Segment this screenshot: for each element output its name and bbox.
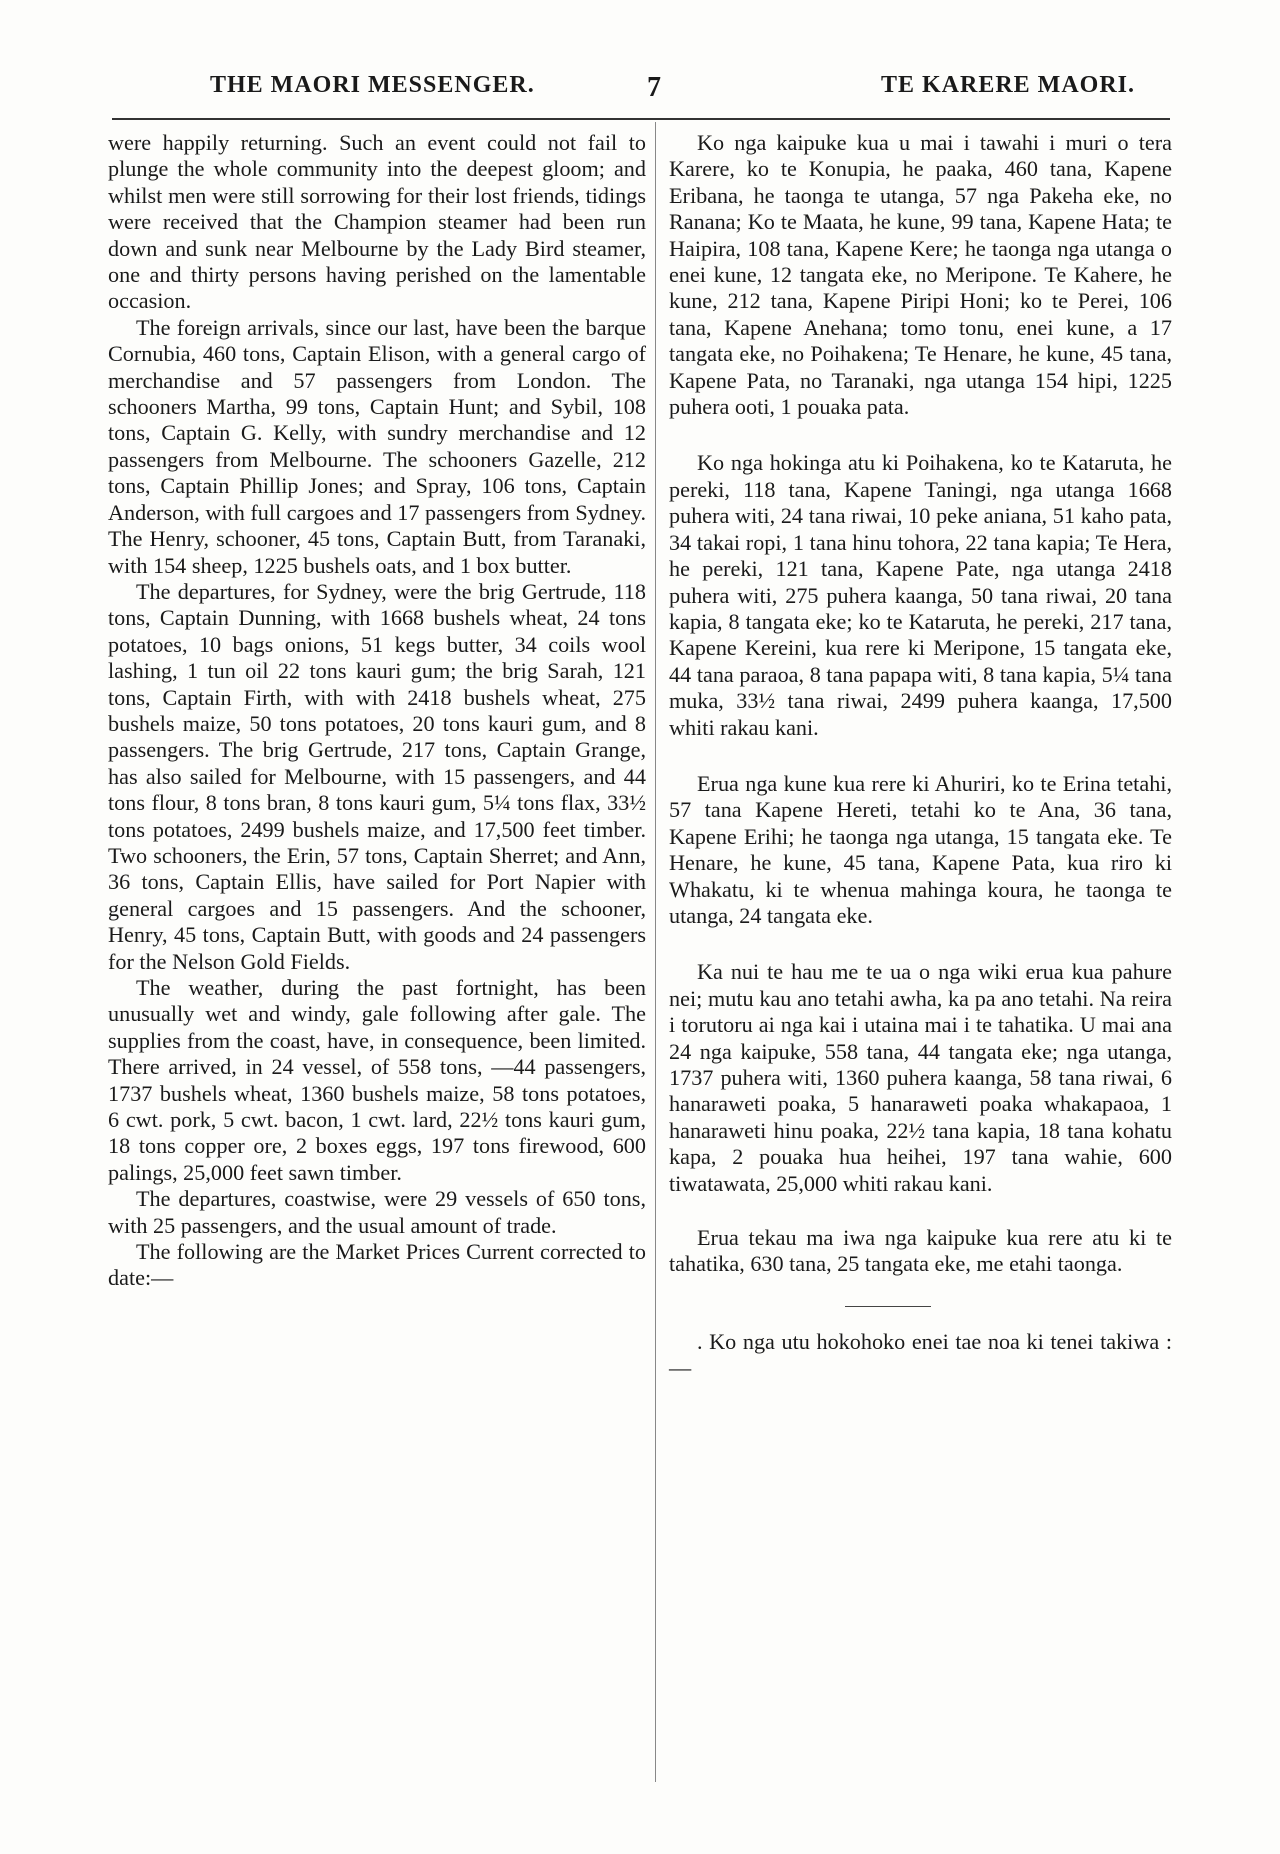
- paragraph-departures-coastwise: The departures, coastwise, were 29 vessels of 650 tons, with 25 passengers, and the usual amount of trade.: [108, 1186, 646, 1238]
- header-english-title: THE MAORI MESSENGER.: [210, 72, 535, 98]
- paragraph-ahuriri: Erua nga kune kua rere ki Ahuriri, ko te Erina tetahi, 57 tana Kapene Hereti, tetahi ko te Ana, 36 tana, Kapene Erihi; he taonga nga utanga, 15 tangata eke. Te Henare, he kune, 45 tana, Kapene Pata, kua riro ki Whakatu, ki te whenua mahinga koura, he taonga te utanga, 24 tangata eke.: [669, 770, 1172, 928]
- paragraph-rere-tahatika: Erua tekau ma iwa nga kaipuke kua rere atu ki te tahatika, 630 tana, 25 tangata eke, me etahi taonga.: [669, 1225, 1172, 1277]
- paragraph-continuation: were happily returning. Such an event could not fail to plunge the whole community into the deepest gloom; and whilst men were still sorrowing for their lost friends, tidings were received that the Champion steamer had been run down and sunk near Melbourne by the Lady Bird steamer, one and thirty persons having perished on the lamentable occasion.: [108, 130, 646, 314]
- header-rule: [112, 118, 1170, 120]
- page-header: [110, 72, 1175, 112]
- maori-column: [669, 130, 1172, 1412]
- paragraph-hau-ua: Ka nui te hau me te ua o nga wiki erua kua pahure nei; mutu kau ano tetahi awha, ka pa ano tetahi. Na reira i torutoru ai nga kai i utaina mai i te tahatika. U mai ana 24 nga kaipuke, 558 tana, 44 tangata eke; nga utanga, 1737 puhera witi, 1360 puhera kaanga, 58 tana riwai, 6 hanaraweti poaka, 5 hanaraweti poaka whakapaoa, 1 hanaraweti hinu poaka, 22½ tana kapia, 18 tana kohatu kapa, 2 pouaka hua heihei, 197 tana wahie, 600 tiwatawata, 25,000 whiti rakau kani.: [669, 959, 1172, 1196]
- page-number: 7: [647, 72, 662, 103]
- paragraph-kaipuke-tawahi: Ko nga kaipuke kua u mai i tawahi i muri o tera Karere, ko te Konupia, he paaka, 460 tana, Kapene Eribana, he taonga te utanga, 57 nga Pakeha eke, no Ranana; Ko te Maata, he kune, 99 tana, Kapene Hata; te Haipira, 108 tana, Kapene Kere; he taonga nga utanga o enei kune, 12 tangata eke, no Meripone. Te Kahere, he kune, 212 tana, Kapene Piripi Honi; ko te Perei, 106 tana, Kapene Anehana; tomo tonu, enei kune, a 17 tangata eke, no Poihakena; Te Henare, he kune, 45 tana, Kapene Pata, no Taranaki, nga utanga 154 hipi, 1225 puhera ooti, 1 pouaka pata.: [669, 130, 1172, 420]
- section-divider: [845, 1306, 931, 1307]
- english-column: [108, 130, 646, 1292]
- paragraph-hokinga-poihakena: Ko nga hokinga atu ki Poihakena, ko te Kataruta, he pereki, 118 tana, Kapene Taningi, nga utanga 1668 puhera witi, 24 tana riwai, 10 peke aniana, 51 kaho pata, 34 takai ropi, 1 tana hinu tohora, 22 tana kapia; Te Hera, he pereki, 121 tana, Kapene Pate, nga utanga 2418 puhera witi, 275 puhera kaanga, 50 tana riwai, 20 tana kapia, 8 tangata eke; ko te Kataruta, he pereki, 217 tana, Kapene Kereini, kua rere ki Meripone, 15 tangata eke, 44 tana paraoa, 8 tana papapa witi, 8 tana kapia, 5¼ tana muka, 33½ tana riwai, 2499 puhera kaanga, 17,500 whiti rakau kani.: [669, 450, 1172, 740]
- paragraph-market-prices-intro: The following are the Market Prices Current corrected to date:—: [108, 1239, 646, 1291]
- paragraph-foreign-arrivals: The foreign arrivals, since our last, have been the barque Cornubia, 460 tons, Captain Elison, with a general cargo of merchandise and 57 passengers from London. The schooners Martha, 99 tons, Captain Hunt; and Sybil, 108 tons, Captain G. Kelly, with sundry merchandise and 12 passengers from Melbourne. The schooners Gazelle, 212 tons, Captain Phillip Jones; and Spray, 106 tons, Captain Anderson, with full cargoes and 17 passengers from Sydney. The Henry, schooner, 45 tons, Captain Butt, from Taranaki, with 154 sheep, 1225 bushels oats, and 1 box butter.: [108, 314, 646, 578]
- header-maori-title: TE KARERE MAORI.: [880, 72, 1135, 98]
- paragraph-weather: The weather, during the past fortnight, has been unusually wet and windy, gale following after gale. The supplies from the coast, have, in consequence, been limited. There arrived, in 24 vessel, of 558 tons, —44 passengers, 1737 bushels wheat, 1360 bushels maize, 58 tons potatoes, 6 cwt. pork, 5 cwt. bacon, 1 cwt. lard, 22½ tons kauri gum, 18 tons copper ore, 2 boxes eggs, 197 tons firewood, 600 palings, 25,000 feet sawn timber.: [108, 975, 646, 1185]
- paragraph-departures-sydney: The departures, for Sydney, were the brig Gertrude, 118 tons, Captain Dunning, with 1668 bushels wheat, 24 tons potatoes, 10 bags onions, 51 kegs butter, 34 coils wool lashing, 1 tun oil 22 tons kauri gum; the brig Sarah, 121 tons, Captain Firth, with with 2418 bushels wheat, 275 bushels maize, 50 tons potatoes, 20 tons kauri gum, and 8 passengers. The brig Gertrude, 217 tons, Captain Grange, has also sailed for Melbourne, with 15 passengers, and 44 tons flour, 8 tons bran, 8 tons kauri gum, 5¼ tons flax, 33½ tons potatoes, 2499 bushels maize, and 17,500 feet timber. Two schooners, the Erin, 57 tons, Captain Sherret; and Ann, 36 tons, Captain Ellis, have sailed for Port Napier with general cargoes and 15 passengers. And the schooner, Henry, 45 tons, Captain Butt, with goods and 24 passengers for the Nelson Gold Fields.: [108, 578, 646, 974]
- paragraph-utu-hokohoko: . Ko nga utu hokohoko enei tae noa ki tenei takiwa :—: [669, 1328, 1172, 1381]
- column-divider: [655, 122, 656, 1782]
